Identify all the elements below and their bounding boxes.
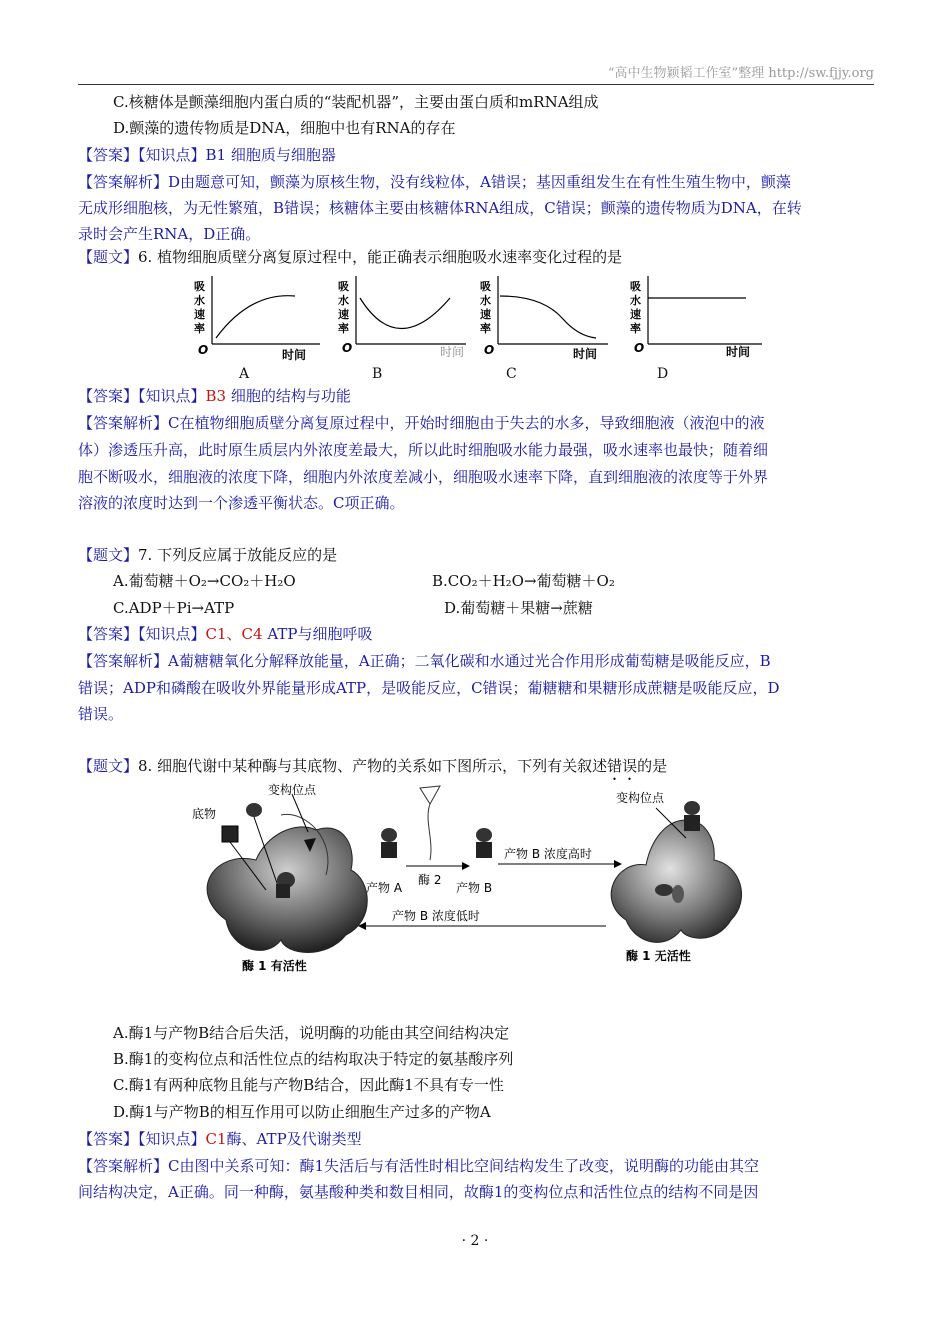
curve-c bbox=[500, 296, 596, 338]
enzyme-1-inactive bbox=[611, 820, 741, 942]
q7-option-a: A.葡萄糖＋O₂→CO₂＋H₂O bbox=[113, 572, 296, 590]
q8-option-b: B.酶1的变构位点和活性位点的结构取决于特定的氨基酸序列 bbox=[113, 1050, 514, 1068]
knowledge-code: C1 bbox=[205, 1130, 227, 1148]
y-label-char: 吸 bbox=[338, 280, 349, 293]
analysis-label: 【答案解析】 bbox=[78, 173, 169, 191]
answer-label: 【答案】【知识点】 bbox=[78, 146, 206, 164]
answer-label: 【答案】【知识点】 bbox=[78, 387, 206, 405]
y-label-char: 水 bbox=[338, 294, 349, 307]
y-label-char: 速 bbox=[338, 308, 349, 321]
product-b-bound bbox=[684, 815, 700, 831]
label-enzyme-active: 酶 1 有活性 bbox=[242, 959, 307, 973]
label-allosteric-right: 变构位点 bbox=[616, 791, 665, 805]
curve-b bbox=[360, 298, 450, 329]
curve-a bbox=[216, 296, 295, 338]
q5-option-c: C.核糖体是颤藻细胞内蛋白质的“装配机器”，主要由蛋白质和mRNA组成 bbox=[113, 93, 599, 111]
caption-a: A bbox=[239, 366, 250, 382]
q7-analysis-3: 错误。 bbox=[78, 705, 124, 723]
knowledge-point: 酶、ATP及代谢类型 bbox=[226, 1130, 362, 1148]
q7-analysis-2: 错误；ADP和磷酸在吸收外界能量形成ATP，是吸能反应，C错误；葡糖糖和果糖形成蔗糖是吸能反应，D bbox=[78, 679, 780, 697]
x-label: 时间 bbox=[573, 347, 598, 361]
question-text: 8. 细胞代谢中某种酶与其底物、产物的关系如下图所示，下列有关叙述 bbox=[138, 757, 608, 775]
y-label-char: 水 bbox=[630, 294, 641, 307]
q5-analysis-3: 录时会产生RNA，D正确。 bbox=[78, 225, 261, 243]
y-label-char: 率 bbox=[194, 322, 205, 335]
knowledge-point: 细胞的结构与功能 bbox=[226, 387, 351, 405]
y-label-char: 吸 bbox=[630, 280, 641, 293]
graph-a bbox=[194, 276, 320, 362]
q6-analysis-2: 体）渗透压升高，此时原生质层内外浓度差最大，所以此时细胞吸水能力最强，吸水速率也最快；随着细 bbox=[78, 441, 769, 459]
label-allosteric-left: 变构位点 bbox=[268, 783, 317, 797]
question-label: 【题文】 bbox=[78, 248, 139, 266]
y-label-char: 速 bbox=[630, 308, 641, 321]
q7-option-c: C.ADP＋Pi→ATP bbox=[113, 599, 235, 617]
graph-b bbox=[338, 276, 466, 359]
q7-stem bbox=[78, 543, 337, 567]
analysis-label: 【答案解析】 bbox=[78, 414, 169, 432]
analysis-text: D由题意可知，颤藻为原核生物，没有线粒体，A错误；基因重组发生在有性生殖生物中，颤藻 bbox=[168, 173, 791, 191]
q8-answer-line bbox=[78, 1127, 362, 1151]
label-enzyme-inactive: 酶 1 无活性 bbox=[626, 949, 691, 963]
y-label-char: 率 bbox=[338, 322, 349, 335]
q8-option-a: A.酶1与产物B结合后失活，说明酶的功能由其空间结构决定 bbox=[113, 1024, 510, 1042]
label-product-a: 产物 A bbox=[366, 881, 403, 895]
y-label-char: 速 bbox=[194, 308, 205, 321]
y-label-char: 率 bbox=[630, 322, 641, 335]
knowledge-code: B3 bbox=[205, 387, 227, 405]
origin-label: O bbox=[342, 341, 353, 355]
analysis-label: 【答案解析】 bbox=[78, 1157, 169, 1175]
analysis-text: C在植物细胞质壁分离复原过程中，开始时细胞由于失去的水多，导致细胞液（液泡中的液 bbox=[168, 414, 765, 432]
question-label: 【题文】 bbox=[78, 546, 139, 564]
emphasis-text: 错误 bbox=[607, 757, 638, 775]
x-label: 时间 bbox=[440, 345, 465, 359]
y-label-char: 率 bbox=[480, 322, 491, 335]
caption-d: D bbox=[657, 366, 669, 382]
question-text: 6. 植物细胞质壁分离复原过程中，能正确表示细胞吸水速率变化过程的是 bbox=[138, 248, 623, 266]
origin-label: O bbox=[484, 343, 495, 357]
knowledge-point: B1 细胞质与细胞器 bbox=[205, 146, 336, 164]
analysis-label: 【答案解析】 bbox=[78, 652, 169, 670]
substrate-cube bbox=[222, 826, 238, 842]
question-text: 7. 下列反应属于放能反应的是 bbox=[138, 546, 338, 564]
x-label: 时间 bbox=[282, 348, 307, 362]
product-a bbox=[381, 842, 397, 858]
answer-label: 【答案】【知识点】 bbox=[78, 625, 206, 643]
q5-analysis-2: 无成形细胞核，为无性繁殖，B错误；核糖体主要由核糖体RNA组成，C错误；颤藻的遗传物质为DNA，在转 bbox=[78, 199, 802, 217]
substrate-sphere bbox=[246, 803, 262, 817]
question-text-end: 的是 bbox=[637, 757, 668, 775]
q6-stem bbox=[78, 245, 622, 269]
q7-analysis-1 bbox=[78, 649, 771, 673]
origin-label: O bbox=[634, 341, 645, 355]
analysis-text: C由图中关系可知：酶1失活后与有活性时相比空间结构发生了改变，说明酶的功能由其空 bbox=[168, 1157, 760, 1175]
y-label-char: 水 bbox=[480, 294, 491, 307]
caption-c: C bbox=[506, 366, 517, 382]
y-label-char: 水 bbox=[194, 294, 205, 307]
q7-option-d: D.葡萄糖＋果糖→蔗糖 bbox=[444, 599, 593, 617]
label-substrate: 底物 bbox=[192, 807, 217, 821]
q5-answer-line bbox=[78, 143, 336, 167]
y-label-char: 吸 bbox=[480, 280, 491, 293]
label-enzyme-2: 酶 2 bbox=[418, 873, 442, 887]
q8-option-d: D.酶1与产物B的相互作用可以防止细胞生产过多的产物A bbox=[113, 1103, 491, 1121]
product-b bbox=[476, 842, 492, 858]
q5-analysis-1 bbox=[78, 170, 791, 194]
x-label: 时间 bbox=[726, 345, 751, 359]
caption-b: B bbox=[372, 366, 383, 382]
q6-analysis-3: 胞不断吸水，细胞液的浓度下降，细胞内外浓度差减小，细胞吸水速率下降，直到细胞液的浓度等于外界 bbox=[78, 468, 769, 486]
y-label-char: 速 bbox=[480, 308, 491, 321]
knowledge-code: C1、C4 bbox=[205, 625, 263, 643]
q6-answer-line bbox=[78, 384, 351, 408]
q7-option-b: B.CO₂＋H₂O→葡萄糖＋O₂ bbox=[432, 572, 615, 590]
page-header: “高中生物颖韬工作室”整理 http://sw.fjjy.org bbox=[78, 64, 874, 85]
label-high-concentration: 产物 B 浓度高时 bbox=[504, 847, 592, 861]
q8-option-c: C.酶1有两种底物且能与产物B结合，因此酶1不具有专一性 bbox=[113, 1076, 504, 1094]
q8-enzyme-diagram bbox=[186, 780, 746, 980]
knowledge-point: ATP与细胞呼吸 bbox=[262, 625, 373, 643]
q7-answer-line bbox=[78, 622, 372, 646]
q5-option-d: D.颤藻的遗传物质是DNA，细胞中也有RNA的存在 bbox=[113, 119, 456, 137]
q6-analysis-4: 溶液的浓度时达到一个渗透平衡状态。C项正确。 bbox=[78, 494, 405, 512]
page-number: · 2 · bbox=[461, 1233, 489, 1249]
answer-label: 【答案】【知识点】 bbox=[78, 1130, 206, 1148]
graph-d bbox=[630, 276, 762, 359]
question-label: 【题文】 bbox=[78, 757, 139, 775]
label-low-concentration: 产物 B 浓度低时 bbox=[392, 909, 480, 923]
y-label-char: 吸 bbox=[194, 280, 205, 293]
q6-graphs bbox=[190, 274, 770, 364]
origin-label: O bbox=[198, 343, 209, 357]
graph-c bbox=[480, 276, 608, 361]
label-product-b: 产物 B bbox=[456, 881, 493, 895]
q8-analysis-1 bbox=[78, 1154, 759, 1178]
q6-analysis-1 bbox=[78, 411, 765, 435]
q8-analysis-2: 间结构决定，A正确。同一种酶，氨基酸种类和数目相同，故酶1的变构位点和活性位点的结构不同是因 bbox=[78, 1183, 759, 1201]
enzyme-2-icon bbox=[420, 786, 440, 804]
analysis-text: A葡糖糖氧化分解释放能量，A正确；二氧化碳和水通过光合作用形成葡萄糖是吸能反应，B bbox=[168, 652, 771, 670]
